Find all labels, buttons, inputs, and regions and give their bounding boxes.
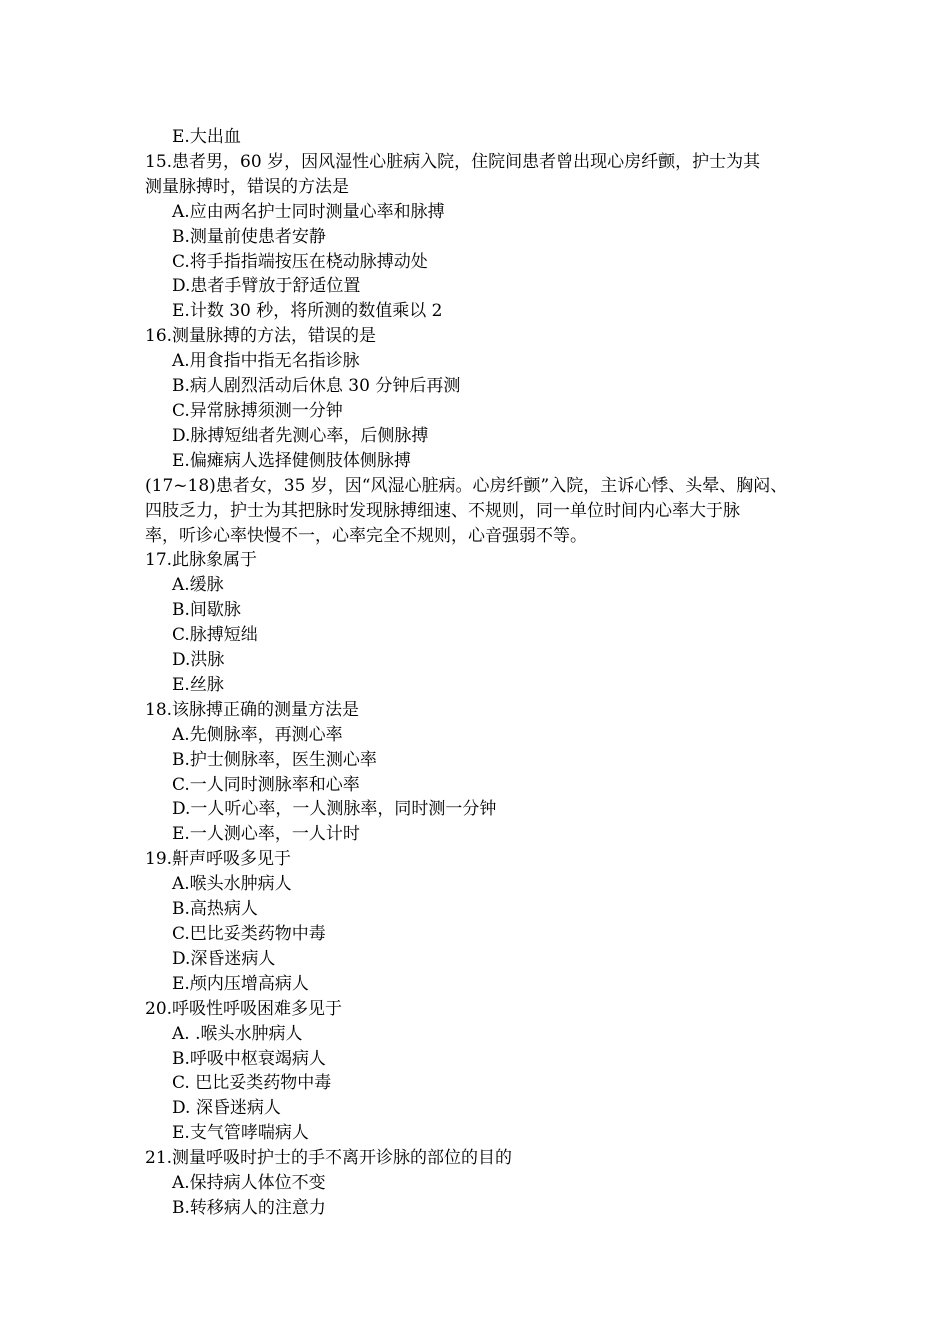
answer-option: E.一人测心率，一人计时 bbox=[172, 824, 360, 845]
answer-option: B.护士侧脉率，医生测心率 bbox=[172, 749, 377, 770]
question-text: 15.患者男，60 岁，因风湿性心脏病入院，住院间患者曾出现心房纤颤，护士为其 bbox=[145, 151, 761, 172]
answer-option: E.支气管哮喘病人 bbox=[172, 1123, 309, 1144]
answer-option: E.大出血 bbox=[172, 127, 241, 147]
answer-option: E.丝脉 bbox=[172, 674, 224, 695]
answer-option: A.应由两名护士同时测量心率和脉搏 bbox=[172, 201, 445, 222]
answer-option: E.偏瘫病人选择健侧肢体侧脉搏 bbox=[172, 450, 411, 471]
answer-option: D.一人听心率，一人测脉率，同时测一分钟 bbox=[172, 799, 497, 820]
answer-option: A.用食指中指无名指诊脉 bbox=[172, 351, 360, 372]
answer-option: A.先侧脉率，再测心率 bbox=[172, 724, 343, 745]
question-text: 18.该脉搏正确的测量方法是 bbox=[145, 699, 360, 720]
answer-option: A.缓脉 bbox=[172, 575, 224, 596]
answer-option: C.巴比妥类药物中毒 bbox=[172, 924, 326, 944]
answer-option: D.脉搏短绌者先测心率，后侧脉搏 bbox=[172, 425, 429, 446]
answer-option: D.患者手臂放于舒适位置 bbox=[172, 276, 361, 297]
question-text: 19.鼾声呼吸多见于 bbox=[145, 849, 292, 870]
answer-option: E.颅内压增高病人 bbox=[172, 973, 309, 994]
question-text: 四肢乏力，护士为其把脉时发现脉搏细速、不规则，同一单位时间内心率大于脉 bbox=[145, 500, 740, 521]
answer-option: C. 巴比妥类药物中毒 bbox=[172, 1073, 332, 1094]
question-text: 测量脉搏时，错误的方法是 bbox=[145, 176, 349, 197]
document-body bbox=[145, 125, 825, 1221]
question-text: 20.呼吸性呼吸困难多见于 bbox=[145, 998, 343, 1019]
question-text: 率，听诊心率快慢不一，心率完全不规则，心音强弱不等。 bbox=[145, 525, 587, 546]
answer-option: A.喉头水肿病人 bbox=[172, 874, 292, 895]
answer-option: B.间歇脉 bbox=[172, 600, 241, 621]
answer-option: A.保持病人体位不变 bbox=[172, 1173, 326, 1194]
answer-option: B.病人剧烈活动后休息 30 分钟后再测 bbox=[172, 376, 461, 397]
question-text: 21.测量呼吸时护士的手不离开诊脉的部位的目的 bbox=[145, 1148, 513, 1169]
question-text: 16.测量脉搏的方法，错误的是 bbox=[145, 326, 377, 347]
answer-option: A. .喉头水肿病人 bbox=[172, 1023, 303, 1044]
answer-option: B.转移病人的注意力 bbox=[172, 1197, 326, 1218]
answer-option: B.高热病人 bbox=[172, 899, 258, 920]
answer-option: C.将手指指端按压在桡动脉搏动处 bbox=[172, 251, 428, 272]
answer-option: C.异常脉搏须测一分钟 bbox=[172, 400, 343, 421]
answer-option: C.一人同时测脉率和心率 bbox=[172, 774, 360, 795]
answer-option: B.呼吸中枢衰竭病人 bbox=[172, 1048, 326, 1069]
answer-option: D.洪脉 bbox=[172, 650, 225, 671]
answer-option: C.脉搏短绌 bbox=[172, 625, 258, 646]
answer-option: D. 深昏迷病人 bbox=[172, 1098, 281, 1119]
question-text: (17~18)患者女，35 岁，因“风湿心脏病。心房纤颤”入院，主诉心悸、头晕、胸闷、 bbox=[145, 475, 788, 496]
answer-option: E.计数 30 秒，将所测的数值乘以 2 bbox=[172, 301, 443, 322]
question-text: 17.此脉象属于 bbox=[145, 550, 258, 571]
answer-option: B.测量前使患者安静 bbox=[172, 226, 326, 247]
answer-option: D.深昏迷病人 bbox=[172, 948, 276, 969]
